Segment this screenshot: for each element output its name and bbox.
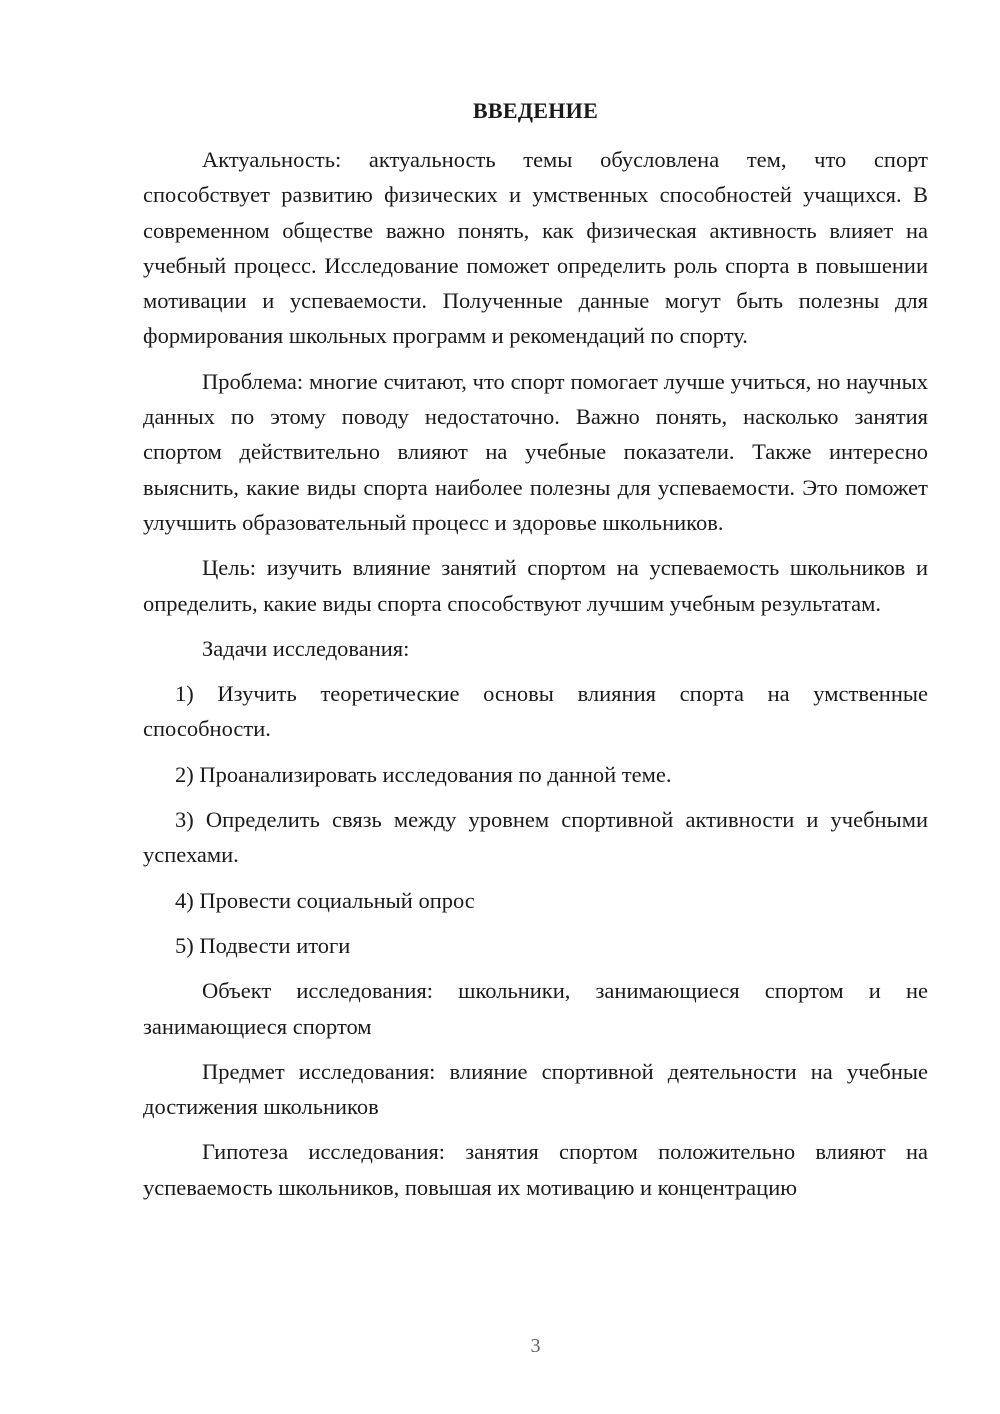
paragraph-problem: Проблема: многие считают, что спорт помогает лучше учиться, но научных данных по этому поводу недостаточно. Важно понять, насколько занятия спортом действительно влияют на учебные показатели. Также интересно выяснить, какие виды спорта наиболее полезны для успеваемости. Это поможет улучшить образовательный процесс и здоровье школьников. [143, 368, 928, 535]
page-number: 3 [530, 1335, 541, 1357]
task-item-1: 1) Изучить теоретические основы влияния спорта на умственные способности. [143, 681, 928, 742]
task-item-5: 5) Подвести итоги [175, 932, 351, 958]
paragraph-goal: Цель: изучить влияние занятий спортом на успеваемость школьников и определить, какие виды спорта способствуют лучшим учебным результатам. [143, 555, 928, 616]
paragraph-relevance: Актуальность: актуальность темы обусловлена тем, что спорт способствует развитию физических и умственных способностей учащихся. В современном обществе важно понять, как физическая активность влияет на учебный процесс. Исследование поможет определить роль спорта в повышении мотивации и успеваемости. Полученные данные могут быть полезны для формирования школьных программ и рекомендаций по спорту. [143, 147, 928, 349]
task-item-2: 2) Проанализировать исследования по данной теме. [175, 761, 672, 787]
document-page [143, 0, 928, 1414]
paragraph-hypothesis: Гипотеза исследования: занятия спортом положительно влияют на успеваемость школьников, повышая их мотивацию и концентрацию [143, 1139, 928, 1200]
body-text [143, 142, 928, 1215]
task-item-4: 4) Провести социальный опрос [175, 887, 475, 913]
paragraph-object: Объект исследования: школьники, занимающиеся спортом и не занимающиеся спортом [143, 978, 928, 1039]
paragraph-subject: Предмет исследования: влияние спортивной деятельности на учебные достижения школьников [143, 1058, 928, 1120]
task-item-3: 3) Определить связь между уровнем спортивной активности и учебными успехами. [143, 807, 928, 868]
section-heading: ВВЕДЕНИЕ [472, 98, 599, 123]
paragraph-tasks-heading: Задачи исследования: [202, 635, 410, 661]
